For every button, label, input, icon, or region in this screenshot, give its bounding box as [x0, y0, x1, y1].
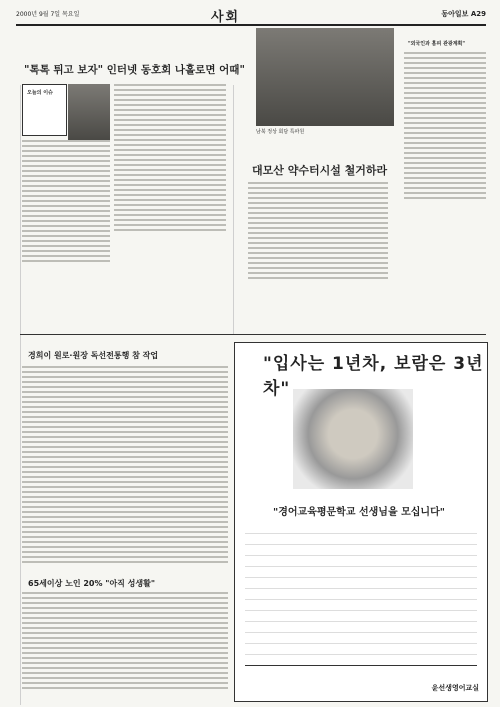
box-label: 오늘의 이슈 [27, 90, 53, 96]
news-photo [256, 28, 394, 126]
mid-rule [20, 334, 486, 335]
right-column-text [404, 52, 486, 332]
section-title: 사회 [211, 10, 241, 25]
center-divider [233, 85, 234, 335]
right-article-text [248, 182, 388, 332]
paper-page: 동아일보 A29 [441, 10, 486, 18]
bottom-left-title: 경희이 원로·원장 독선전통행 참 작업 [28, 351, 159, 360]
left-margin-line [20, 85, 21, 705]
lead-headline: "톡톡 튀고 보자" 인터넷 동호회 나홀로면 어때" [24, 64, 245, 76]
newspaper-header [16, 6, 486, 26]
right-article-title: 대모산 약수터시설 철거하라 [252, 164, 388, 177]
lead-text-col2 [114, 84, 226, 332]
bottom-left-text-2 [22, 592, 228, 702]
advertisement [234, 342, 488, 702]
ad-logo: 윤선생영어교실 [431, 684, 479, 692]
bottom-left-title-2: 65세이상 노인 20% "아직 성생활" [28, 579, 156, 588]
ad-table [245, 523, 477, 658]
right-column-title: "외국인과 홈피 관광계획" [408, 41, 465, 47]
lead-text-col1 [22, 140, 110, 332]
portrait-photo [68, 84, 110, 140]
date: 2000년 9월 7일 목요일 [16, 11, 80, 18]
ad-face [293, 389, 413, 489]
today-issue-box [22, 84, 67, 136]
photo-caption: 남북 정상 회담 특파원 [256, 129, 305, 135]
bottom-left-text [22, 366, 228, 578]
ad-subheading: "경어교육평문학교 선생님을 모십니다" [273, 507, 445, 518]
ad-quote: "입사는 1년차, 보람은 3년차" [263, 354, 484, 399]
